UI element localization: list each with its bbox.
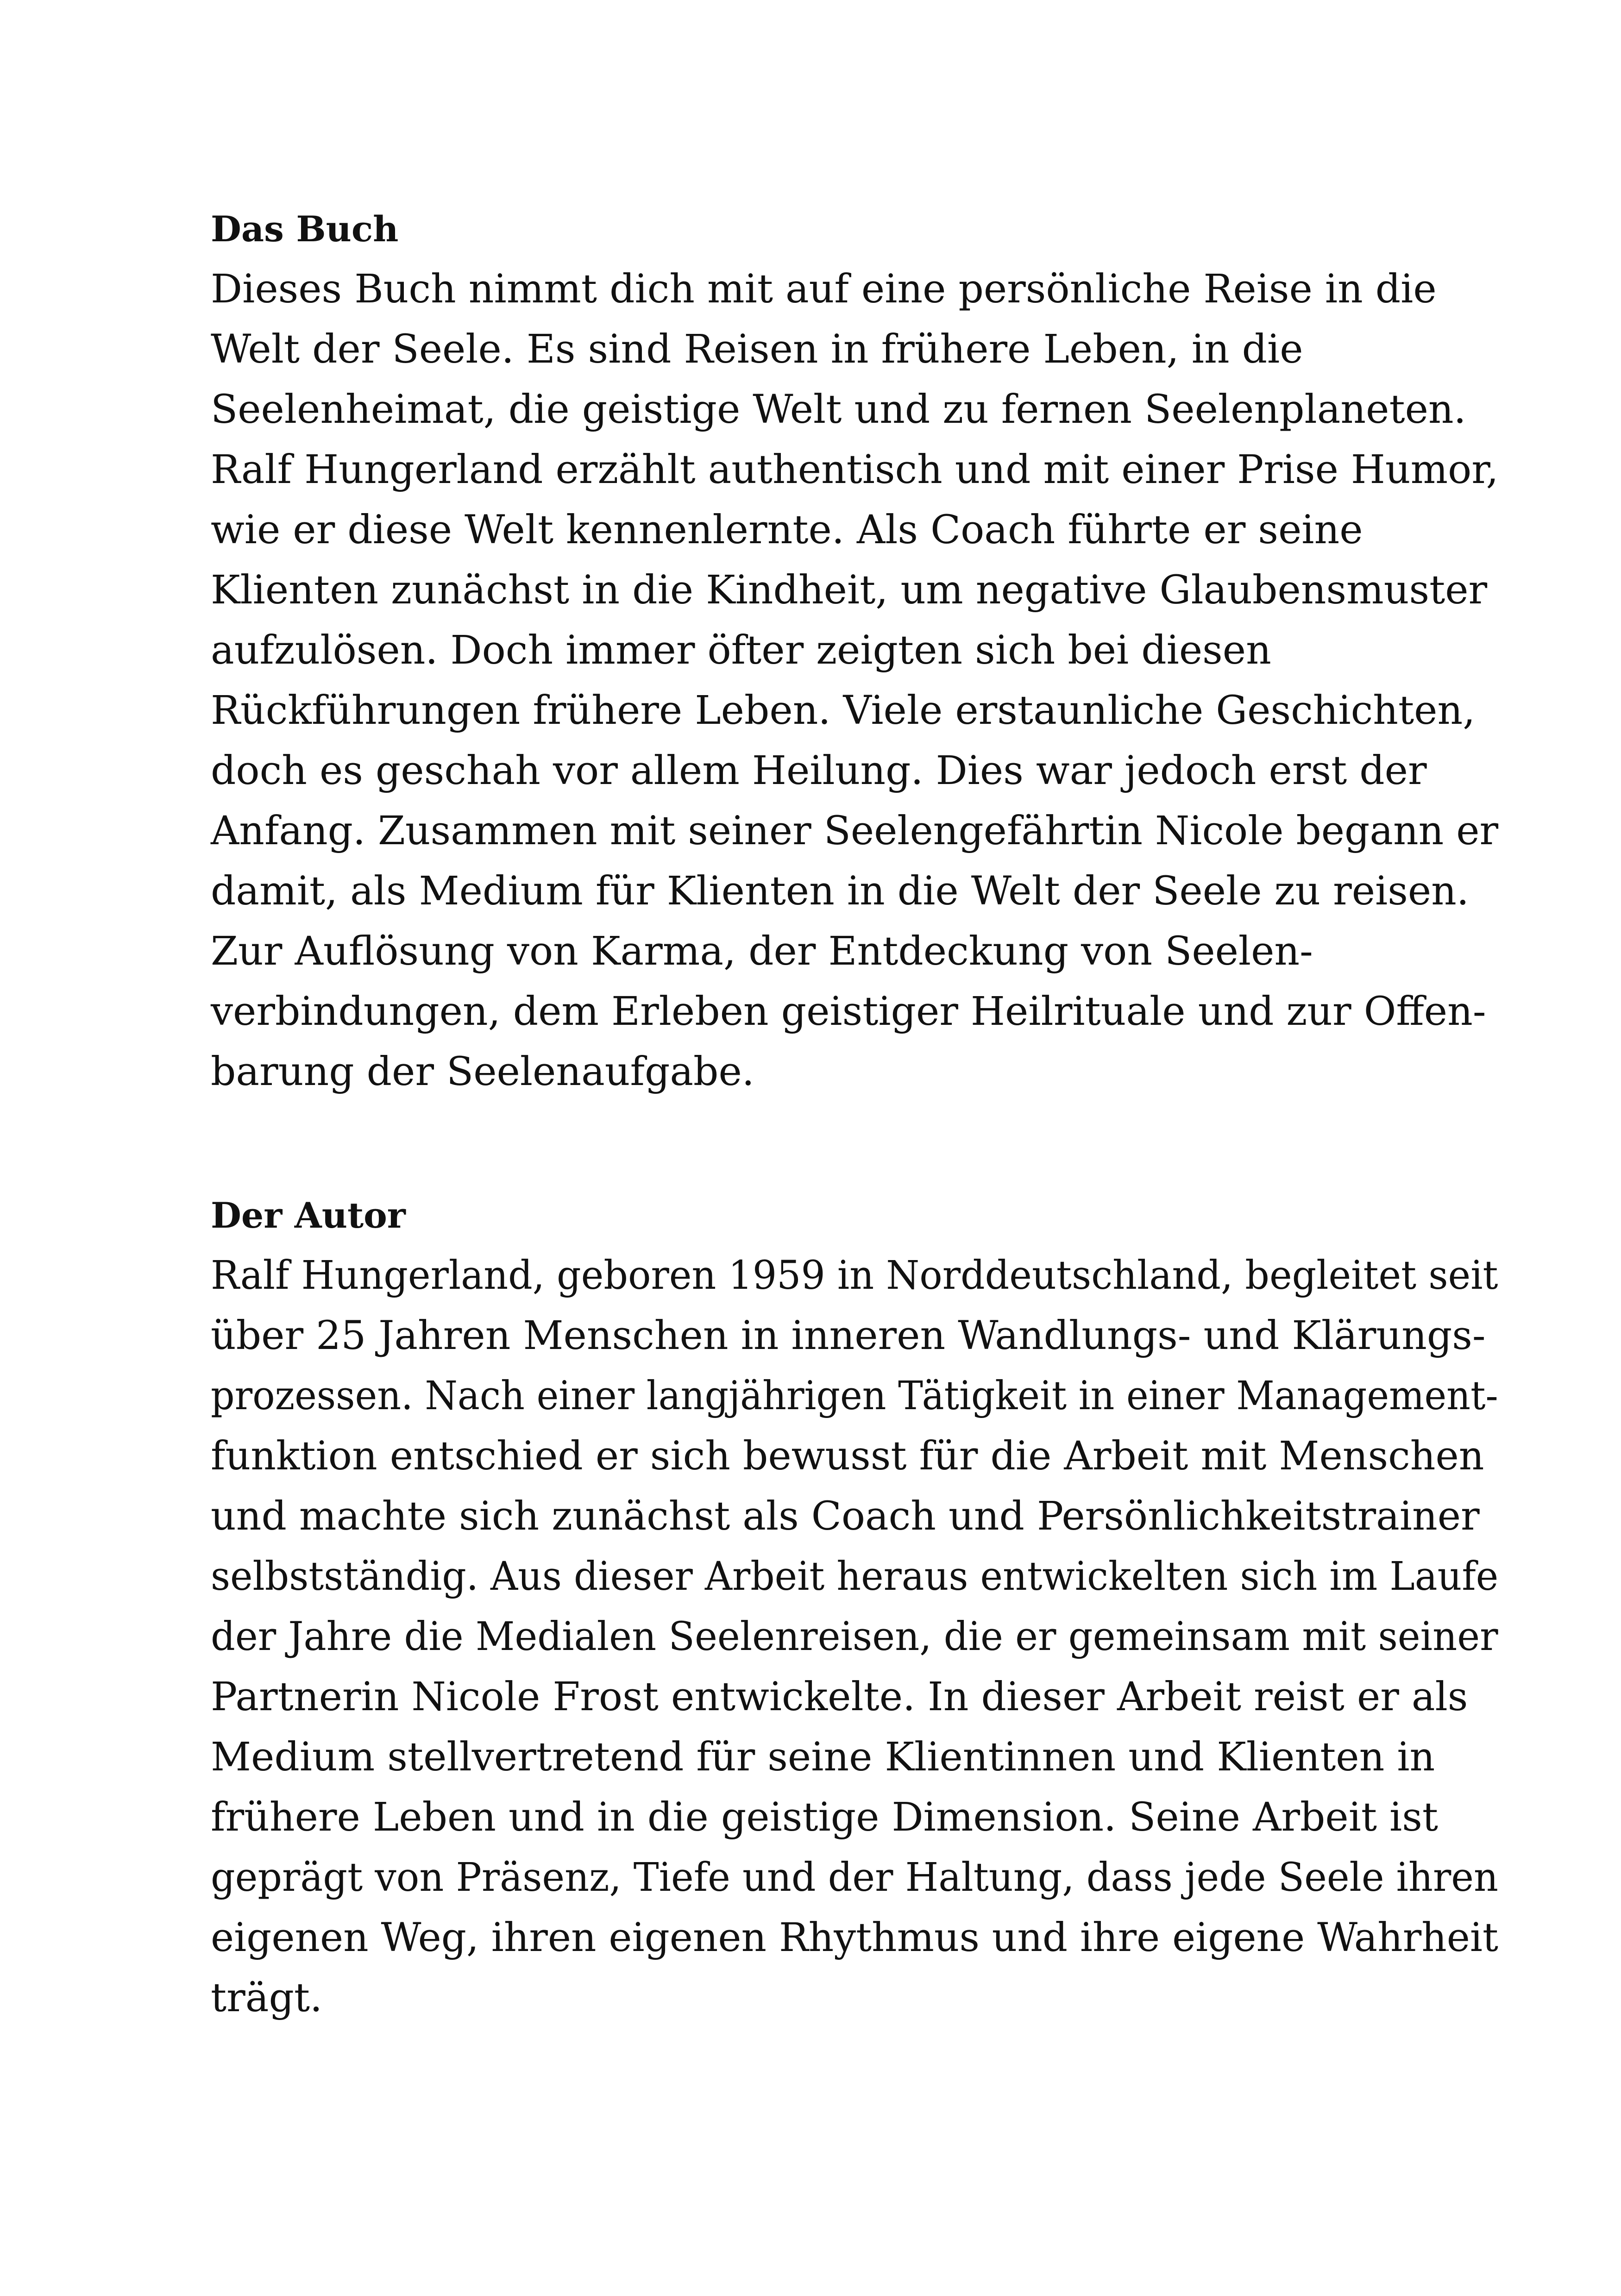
book-line: aufzulösen. Doch immer öfter zeigten sich bei diesen <box>211 627 1271 673</box>
book-line: wie er diese Welt kennenlernte. Als Coach führte er seine <box>211 507 1363 553</box>
book-line: verbindungen, dem Erleben geistiger Heilrituale und zur Offen- <box>211 989 1486 1035</box>
author-line: Partnerin Nicole Frost entwickelte. In dieser Arbeit reist er als <box>211 1674 1468 1720</box>
author-line: trägt. <box>211 1975 323 2021</box>
author-line: eigenen Weg, ihren eigenen Rhythmus und ihre eigene Wahrheit <box>211 1915 1498 1961</box>
author-line: über 25 Jahren Menschen in inneren Wandlungs- und Klärungs- <box>211 1313 1486 1359</box>
author-line: der Jahre die Medialen Seelenreisen, die er gemeinsam mit seiner <box>211 1614 1498 1660</box>
author-paragraph <box>211 1246 1498 2028</box>
book-line: Zur Auflösung von Karma, der Entdeckung von Seelen- <box>211 928 1313 974</box>
book-paragraph <box>211 259 1498 1102</box>
author-line: Medium stellvertretend für seine Klientinnen und Klienten in <box>211 1734 1435 1780</box>
book-line: Seelenheimat, die geistige Welt und zu fernen Seelenplaneten. <box>211 387 1466 433</box>
book-line: Dieses Buch nimmt dich mit auf eine persönliche Reise in die <box>211 266 1437 312</box>
author-section <box>211 1186 1498 2028</box>
book-section <box>211 199 1498 1102</box>
author-heading: Der Autor <box>211 1195 406 1236</box>
book-line: doch es geschah vor allem Heilung. Dies war jedoch erst der <box>211 748 1427 794</box>
book-line: Anfang. Zusammen mit seiner Seelengefährtin Nicole begann er <box>211 808 1499 854</box>
book-line: barung der Seelenaufgabe. <box>211 1049 754 1095</box>
book-line: Klienten zunächst in die Kindheit, um negative Glaubensmuster <box>211 567 1488 613</box>
author-line: Ralf Hungerland, geboren 1959 in Norddeutschland, begleitet seit <box>211 1253 1498 1299</box>
author-line: prozessen. Nach einer langjährigen Tätigkeit in einer Management- <box>211 1373 1498 1419</box>
author-line: und machte sich zunächst als Coach und Persönlichkeitstrainer <box>211 1493 1480 1539</box>
author-line: selbstständig. Aus dieser Arbeit heraus entwickelten sich im Laufe <box>211 1554 1499 1600</box>
book-line: damit, als Medium für Klienten in die Welt der Seele zu reisen. <box>211 868 1469 914</box>
author-line: funktion entschied er sich bewusst für die Arbeit mit Menschen <box>211 1433 1484 1479</box>
book-heading: Das Buch <box>211 208 399 250</box>
book-line: Welt der Seele. Es sind Reisen in frühere Leben, in die <box>211 326 1303 372</box>
author-line: geprägt von Präsenz, Tiefe und der Haltung, dass jede Seele ihren <box>211 1855 1498 1901</box>
book-line: Rückführungen frühere Leben. Viele erstaunliche Geschichten, <box>211 688 1476 734</box>
author-line: frühere Leben und in die geistige Dimension. Seine Arbeit ist <box>211 1794 1439 1840</box>
book-line: Ralf Hungerland erzählt authentisch und mit einer Prise Humor, <box>211 447 1499 493</box>
